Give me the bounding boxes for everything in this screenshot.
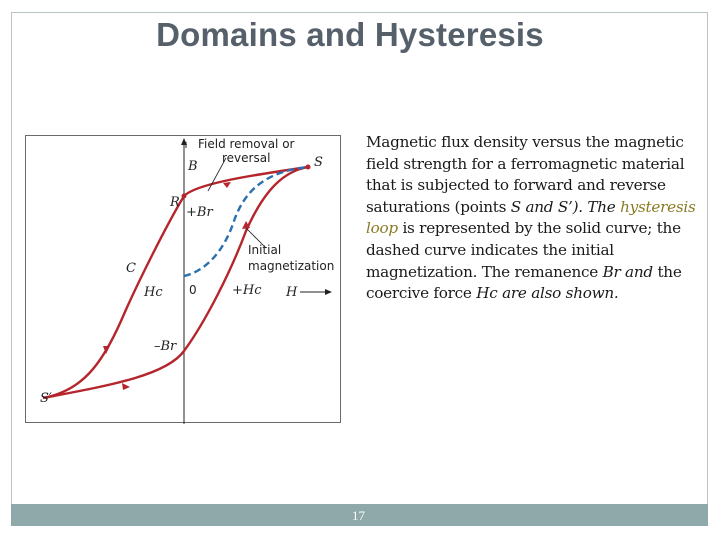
label-plus-Br: +Br — [186, 205, 213, 220]
caption-hc: Hc are also shown. — [476, 284, 619, 303]
caption-part-3: the coercive force — [366, 262, 682, 303]
label-origin: 0 — [189, 283, 197, 297]
label-S: S — [314, 155, 323, 170]
label-field-removal: Field removal or — [198, 137, 295, 151]
label-R: R — [170, 195, 180, 210]
hysteresis-figure — [25, 135, 341, 423]
point-R — [182, 194, 187, 199]
caption-part-1: Magnetic flux density versus the magnetic field strength for a ferromagnetic material that is subjected to forward and reverse saturations (points — [366, 133, 685, 216]
label-H: H — [286, 285, 298, 300]
label-magnetization: magnetization — [248, 259, 335, 273]
loop-arrow-top — [223, 182, 231, 188]
point-S — [306, 165, 311, 170]
label-initial: Initial — [248, 243, 282, 257]
label-minus-Br: –Br — [154, 339, 177, 354]
slide-title: Domains and Hysteresis — [156, 16, 544, 53]
hysteresis-diagram — [26, 136, 342, 424]
caption-part-2: is represented by the solid curve; the dashed curve indicates the initial magnetization. The remanence — [366, 219, 681, 281]
page-number: 17 — [352, 508, 365, 523]
label-reversal: reversal — [222, 151, 271, 165]
label-plus-Hc: +Hc — [232, 283, 262, 298]
caption-hysteresis-loop: hysteresis loop — [366, 197, 696, 238]
caption-s-points: S and S’). The — [510, 197, 616, 216]
b-axis-arrow — [181, 138, 187, 145]
label-B: B — [188, 159, 198, 174]
h-axis-arrow — [325, 289, 332, 295]
caption-br: Br and — [602, 262, 653, 281]
label-C: C — [126, 261, 136, 276]
loop-arrow-bottom — [122, 383, 130, 390]
label-Hc: Hc — [144, 285, 163, 300]
label-S-prime: S′ — [40, 391, 52, 406]
figure-caption — [366, 132, 712, 305]
